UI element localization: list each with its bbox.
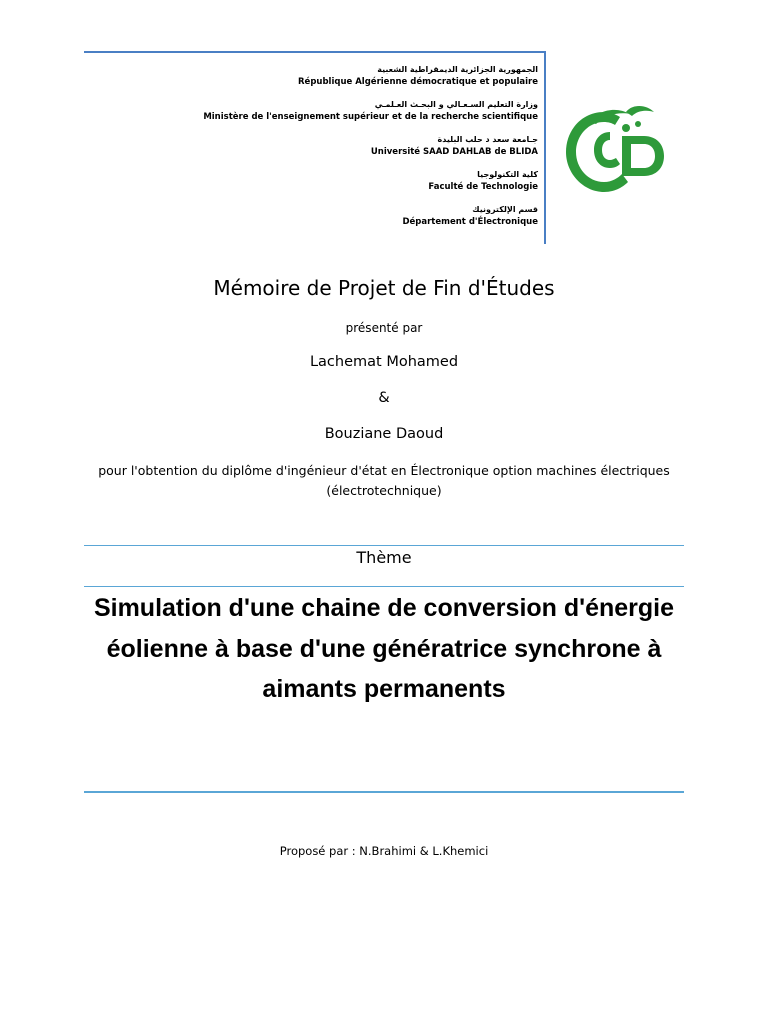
university-logo-icon (560, 102, 672, 198)
ministry-french: Ministère de l'enseignement supérieur et de la recherche scientifique (203, 112, 538, 122)
institution-header (200, 64, 538, 239)
country-french: République Algérienne démocratique et populaire (298, 77, 538, 87)
country-arabic: الجمهورية الجزائرية الديمقراطية الشعبية (377, 65, 538, 74)
theme-label: Thème (356, 548, 412, 567)
department-group (200, 204, 538, 228)
author-name-1: Lachemat Mohamed (309, 354, 459, 370)
university-group (200, 134, 538, 158)
divider-top (84, 545, 684, 546)
divider-bottom (84, 791, 684, 793)
document-kind-heading: Mémoire de Projet de Fin d'Études (213, 276, 555, 300)
degree-purpose: pour l'obtention du diplôme d'ingénieur d'état en Électronique option machines électriques (électrotechnique) (98, 463, 670, 498)
logo-graphic (560, 102, 672, 198)
university-french: Université SAAD DAHLAB de BLIDA (370, 147, 538, 157)
ministry-arabic: وزارة التعليم السـعـالي و البحـث العـلمـي (374, 100, 538, 109)
country-group (200, 64, 538, 88)
faculty-french: Faculté de Technologie (428, 182, 538, 192)
faculty-group (200, 169, 538, 193)
ministry-group (200, 99, 538, 123)
department-arabic: قسم الإلكترونيك (472, 205, 538, 214)
author-name-2: Bouziane Daoud (324, 426, 444, 442)
proposed-by: Proposé par : N.Brahimi & L.Khemici (279, 844, 489, 858)
header-frame-top (84, 51, 546, 53)
presented-by-label: présenté par (345, 321, 423, 335)
thesis-title: Simulation d'une chaine de conversion d'énergie éolienne à base d'une génératrice synchrone à aimants permanents (93, 594, 675, 703)
header-frame-right (544, 51, 546, 244)
faculty-arabic: كلية التكنولوجيا (477, 170, 538, 179)
department-french: Département d'Électronique (402, 217, 538, 227)
authors-ampersand: & (378, 390, 390, 406)
divider-middle (84, 586, 684, 587)
university-arabic: جـامعة سعد د حلب البليدة (437, 135, 538, 144)
